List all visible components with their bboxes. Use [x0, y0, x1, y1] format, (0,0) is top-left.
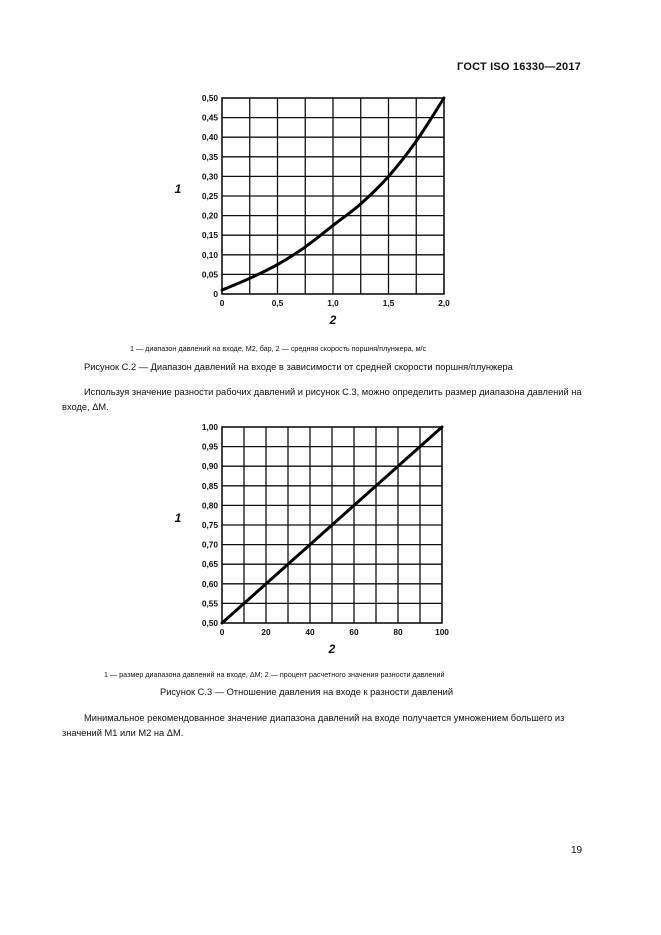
figure-c2-legend: 1 — диапазон давлений на входе, M2, бар, 2 — средняя скорость поршня/плунжера, м/с [130, 344, 427, 353]
x-tick-label: 100 [435, 627, 449, 637]
x-tick-label: 0 [219, 298, 225, 308]
x-tick-label: 1,0 [327, 298, 339, 308]
paragraph-1: Используя значение разности рабочих давлений и рисунок С.3, можно определить размер диапазона давлений на входе, ΔM. [62, 387, 582, 412]
y-tick-label: 0,90 [201, 461, 218, 472]
y-axis-label: 1 [174, 182, 182, 196]
x-tick-label: 80 [393, 627, 403, 637]
y-tick-label: 0,10 [201, 249, 218, 260]
y-tick-label: 0,85 [201, 480, 218, 491]
document-header: ГОСТ ISO 16330—2017 [457, 61, 581, 73]
page-number: 19 [571, 845, 583, 856]
y-tick-label: 0,25 [201, 191, 218, 201]
y-tick-label: 0,15 [201, 230, 218, 241]
x-tick-label: 0,5 [271, 298, 284, 308]
y-axis-label: 1 [174, 511, 182, 525]
x-tick-label: 40 [305, 627, 315, 637]
y-tick-label: 0,20 [201, 210, 218, 221]
figure-c3-legend: 1 — размер диапазона давлений на входе, ΔM; 2 — процент расчетного значения разности давлений [104, 670, 445, 679]
y-tick-label: 0,40 [201, 132, 218, 143]
y-tick-label: 0 [213, 289, 218, 299]
x-axis-label: 2 [329, 313, 337, 327]
y-tick-label: 0,45 [201, 112, 218, 123]
y-tick-label: 0,35 [201, 151, 218, 162]
y-tick-label: 0,50 [201, 93, 218, 103]
figure-c2-title: Рисунок С.2 — Диапазон давлений на входе в зависимости от средней скорости поршня/плунжера [84, 362, 513, 372]
x-axis-label: 2 [328, 642, 336, 656]
x-tick-label: 20 [261, 627, 271, 637]
y-tick-label: 0,80 [201, 500, 218, 511]
paragraph-2: Минимальное рекомендованное значение диапазона давлений на входе получается умножением большего из значений M1 или M2 на ΔM. [62, 713, 565, 738]
y-tick-label: 0,65 [201, 559, 218, 570]
x-tick-label: 60 [349, 627, 359, 637]
x-tick-label: 2,0 [438, 298, 450, 308]
y-tick-label: 1,00 [201, 422, 218, 432]
x-tick-label: 1,5 [382, 298, 395, 308]
x-tick-label: 0 [219, 627, 225, 637]
figure-c3-title: Рисунок С.3 — Отношение давления на входе к разности давлений [160, 687, 454, 697]
y-tick-label: 0,30 [201, 171, 218, 182]
y-tick-label: 0,95 [201, 441, 218, 452]
y-tick-label: 0,75 [201, 520, 218, 530]
y-tick-label: 0,60 [201, 578, 218, 589]
y-tick-label: 0,05 [201, 269, 218, 280]
y-tick-label: 0,55 [201, 598, 218, 609]
y-tick-label: 0,70 [201, 539, 218, 550]
y-tick-label: 0,50 [201, 618, 218, 628]
